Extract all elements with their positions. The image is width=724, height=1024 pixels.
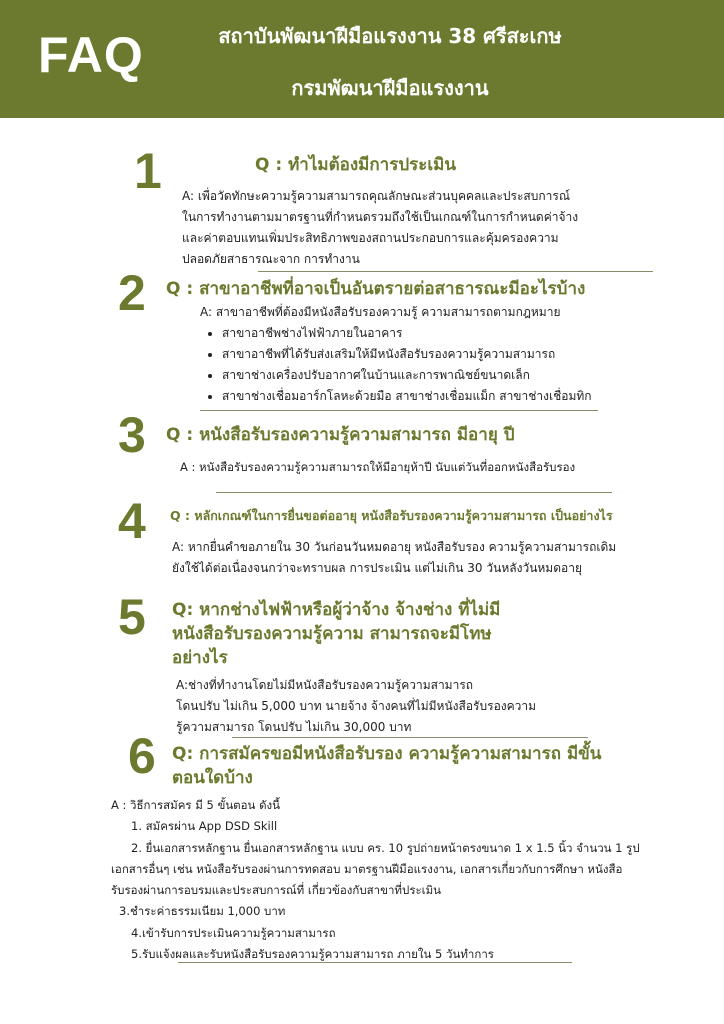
header-banner xyxy=(0,0,724,118)
step-item: เอกสารอื่นๆ เช่น หนังสือรับรองผ่านการทดสอบ มาตรฐานฝีมือแรงงาน, เอกสารเกี่ยวกับการศึกษา หนังสือ xyxy=(111,861,623,876)
faq-3-number: 3 xyxy=(118,407,146,463)
occupation-list xyxy=(200,323,640,407)
question-line: ตอนใดบ้าง xyxy=(172,768,253,788)
question-line: อย่างไร xyxy=(172,648,228,668)
faq-2-answer xyxy=(200,302,640,407)
answer-line: A:ช่างที่ทำงานโดยไม่มีหนังสือรับรองความรู้ความสามารถ xyxy=(176,678,474,692)
divider xyxy=(258,271,653,272)
step-item: 5.รับแจ้งผลและรับหนังสือรับรองความรู้ความสามารถ ภายใน 5 วันทำการ xyxy=(131,947,494,962)
faq-4-number: 4 xyxy=(118,493,146,549)
divider xyxy=(216,492,612,493)
step-item: 4.เข้ารับการประเมินความรู้ความสามารถ xyxy=(131,925,336,940)
faq-5-question xyxy=(172,598,500,670)
faq-6-number: 6 xyxy=(128,728,156,784)
answer-line: ในการทำงานตามมาตรฐานที่กำหนดรวมถึงใช้เป็นเกณฑ์ในการกำหนดค่าจ้าง xyxy=(182,210,579,224)
list-item: • สาขาช่างเครื่องปรับอากาศในบ้านและการพาณิชย์ขนาดเล็ก xyxy=(222,365,640,386)
answer-line: A: หากยื่นคำขอภายใน 30 วันก่อนวันหมดอายุ หนังสือรับรอง ความรู้ความสามารถเดิม xyxy=(172,540,617,554)
faq-3-question: Q : หนังสือรับรองความรู้ความสามารถ มีอายุ ปี xyxy=(166,425,515,445)
answer-intro: A : วิธีการสมัคร มี 5 ขั้นตอน ดังนี้ xyxy=(111,798,281,812)
faq-2-number: 2 xyxy=(118,265,146,321)
step-item: 1. สมัครผ่าน App DSD Skill xyxy=(131,819,278,834)
faq-5-answer xyxy=(176,675,616,738)
question-line: Q: หากช่างไฟฟ้าหรือผู้ว่าจ้าง จ้างช่าง ที่ไม่มี xyxy=(172,600,501,620)
faq-2-question: Q : สาขาอาชีพที่อาจเป็นอันตรายต่อสาธารณะมีอะไรบ้าง xyxy=(166,279,586,299)
step-item: 3.ชำระค่าธรรมเนียม 1,000 บาท xyxy=(119,904,286,919)
question-line: หนังสือรับรองความรู้ความ สามารถจะมีโทษ xyxy=(172,624,492,644)
answer-intro: A: สาขาอาชีพที่ต้องมีหนังสือรับรองความรู้ ความสามารถตามกฎหมาย xyxy=(200,305,561,319)
faq-4-answer xyxy=(172,537,672,579)
answer-line: ยังใช้ได้ต่อเนื่องจนกว่าจะทราบผล การประเมิน แต่ไม่เกิน 30 วันหลังวันหมดอายุ xyxy=(172,561,582,575)
step-item: 2. ยื่นเอกสารหลักฐาน ยื่นเอกสารหลักฐาน แบบ คร. 10 รูปถ่ายหน้าตรงขนาด 1 x 1.5 นิ้ว จำนวน 1 รูป xyxy=(131,840,640,855)
institute-title: สถาบันพัฒนาฝีมือแรงงาน 38 ศรีสะเกษ xyxy=(218,24,562,48)
faq-1-number: 1 xyxy=(134,143,162,199)
faq-4-question: Q : หลักเกณฑ์ในการยื่นขอต่ออายุ หนังสือรับรองความรู้ความสามารถ เป็นอย่างไร xyxy=(170,508,613,523)
question-line: Q: การสมัครขอมีหนังสือรับรอง ความรู้ความสามารถ มีขั้น xyxy=(172,744,602,764)
department-title: กรมพัฒนาฝีมือแรงงาน xyxy=(291,76,489,100)
divider xyxy=(232,737,588,738)
answer-line: ปลอดภัยสาธารณะจาก การทำงาน xyxy=(182,252,360,266)
answer-line: A : หนังสือรับรองความรู้ความสามารถให้มีอายุห้าปี นับแต่วันที่ออกหนังสือรับรอง xyxy=(180,460,576,474)
answer-line: และค่าตอบแทนเพิ่มประสิทธิภาพของสถานประกอบการและคุ้มครองความ xyxy=(182,231,559,245)
divider xyxy=(200,410,598,411)
list-item: • สาขาช่างเชื่อมอาร์กโลหะด้วยมือ สาขาช่างเชื่อมแม็ก สาขาช่างเชื่อมทิก xyxy=(222,386,640,407)
faq-1-answer xyxy=(182,186,642,270)
faq-1-question: Q : ทำไมต้องมีการประเมิน xyxy=(255,155,457,175)
step-item: รับรองผ่านการอบรมและประสบการณ์ที่ เกี่ยวข้องกับสาขาที่ประเมิน xyxy=(111,883,442,898)
answer-line: A: เพื่อวัดทักษะความรู้ความสามารถคุณลักษณะส่วนบุคคลและประสบการณ์ xyxy=(182,189,570,203)
divider xyxy=(178,962,572,963)
faq-3-answer xyxy=(180,457,660,478)
list-item: • สาขาอาชีพช่างไฟฟ้าภายในอาคาร xyxy=(222,323,640,344)
faq-6-question xyxy=(172,742,601,790)
faq-label: FAQ xyxy=(38,27,144,83)
answer-line: รู้ความสามารถ โดนปรับ ไม่เกิน 30,000 บาท xyxy=(176,720,412,734)
list-item: • สาขาอาชีพที่ได้รับส่งเสริมให้มีหนังสือรับรองความรู้ความสามารถ xyxy=(222,344,640,365)
faq-5-number: 5 xyxy=(118,589,146,645)
answer-line: โดนปรับ ไม่เกิน 5,000 บาท นายจ้าง จ้างคนที่ไม่มีหนังสือรับรองความ xyxy=(176,699,537,713)
faq-6-answer xyxy=(111,795,686,965)
